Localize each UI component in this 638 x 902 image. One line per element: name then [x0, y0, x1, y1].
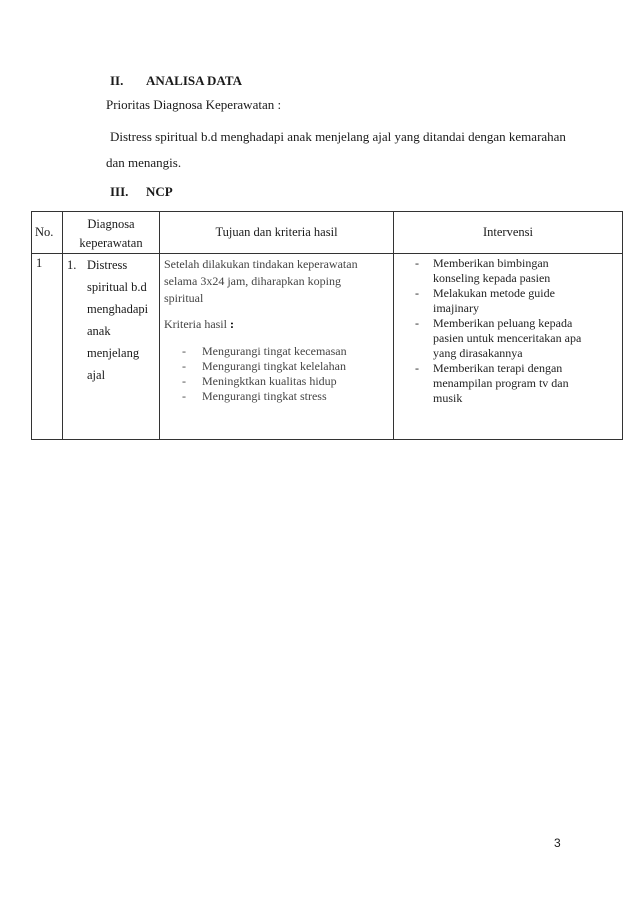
kriteria-item-text: Meningktkan kualitas hidup	[202, 374, 337, 388]
kriteria-heading	[164, 316, 389, 333]
intervensi-list	[398, 256, 618, 406]
kriteria-item	[164, 374, 389, 389]
dash-bullet: -	[415, 361, 419, 375]
diagnosa-word: Distress	[87, 258, 128, 272]
header-diagnosa-line2: keperawatan	[79, 235, 143, 250]
header-diagnosa	[63, 212, 160, 254]
tujuan-text-line: selama 3x24 jam, diharapkan koping	[164, 274, 341, 288]
intervensi-line: Melakukan metode guide	[433, 286, 555, 300]
header-intervensi: Intervensi	[394, 212, 623, 254]
intervensi-item	[398, 361, 618, 406]
dash-bullet: -	[415, 256, 419, 270]
intervensi-item	[398, 256, 618, 286]
diagnosa-word: anak	[87, 324, 111, 338]
section-3-number: III.	[110, 184, 129, 199]
diagnosa-item	[63, 254, 159, 386]
diagnosis-statement-line1: Distress spiritual b.d menghadapi anak menjelang ajal yang ditandai dengan kemarahan	[110, 129, 566, 144]
diagnosa-word: menjelang	[87, 346, 140, 360]
diagnosa-cell	[63, 254, 160, 440]
kriteria-colon: :	[229, 317, 234, 331]
intervensi-line: musik	[433, 391, 463, 405]
intervensi-line: pasien untuk menceritakan apa	[433, 331, 582, 345]
diagnosa-word: spiritual b.d	[87, 280, 147, 294]
ncp-table	[31, 211, 623, 440]
tujuan-text-line: spiritual	[164, 291, 204, 305]
diagnosa-word: menghadapi	[87, 302, 149, 316]
tujuan-cell	[160, 254, 394, 440]
intervensi-line: yang dirasakannya	[433, 346, 523, 360]
row-number: 1	[32, 254, 63, 440]
dash-bullet: -	[415, 286, 419, 300]
kriteria-item	[164, 359, 389, 374]
diagnosa-word: ajal	[87, 368, 106, 382]
intervensi-item	[398, 286, 618, 316]
section-2-heading	[110, 73, 242, 89]
header-no: No.	[32, 212, 63, 254]
intervensi-line: Memberikan peluang kepada	[433, 316, 573, 330]
intervensi-line: menampilan program tv dan	[433, 376, 569, 390]
section-3-heading	[110, 184, 173, 200]
header-tujuan: Tujuan dan kriteria hasil	[160, 212, 394, 254]
diagnosa-words	[87, 254, 159, 386]
intervensi-line: konseling kepada pasien	[433, 271, 551, 285]
section-2-number: II.	[110, 73, 124, 88]
intervensi-line: Memberikan terapi dengan	[433, 361, 563, 375]
kriteria-item	[164, 344, 389, 359]
header-diagnosa-line1: Diagnosa	[87, 216, 135, 231]
kriteria-item-text: Mengurangi tingkat kelelahan	[202, 359, 346, 373]
kriteria-item-text: Mengurangi tingkat stress	[202, 389, 327, 403]
dash-bullet: -	[182, 359, 186, 373]
dash-bullet: -	[182, 374, 186, 388]
diagnosa-marker: 1.	[67, 258, 77, 272]
dash-bullet: -	[182, 344, 186, 358]
diagnosa-list	[63, 254, 159, 386]
tujuan-text-line: Setelah dilakukan tindakan keperawatan	[164, 257, 358, 271]
dash-bullet: -	[415, 316, 419, 330]
intervensi-cell	[394, 254, 623, 440]
priority-label: Prioritas Diagnosa Keperawatan :	[106, 97, 282, 112]
intervensi-line: Memberikan bimbingan	[433, 256, 549, 270]
dash-bullet: -	[182, 389, 186, 403]
kriteria-list	[164, 344, 389, 404]
section-3-title: NCP	[146, 184, 173, 199]
kriteria-item	[164, 389, 389, 404]
intervensi-line: imajinary	[433, 301, 479, 315]
kriteria-label: Kriteria hasil	[164, 317, 227, 331]
section-2-title: ANALISA DATA	[146, 73, 242, 88]
kriteria-item-text: Mengurangi tingat kecemasan	[202, 344, 347, 358]
diagnosis-statement-line2: dan menangis.	[106, 155, 182, 170]
table-header-row	[32, 212, 623, 254]
page-number: 3	[554, 836, 561, 850]
table-row	[32, 254, 623, 440]
intervensi-item	[398, 316, 618, 361]
